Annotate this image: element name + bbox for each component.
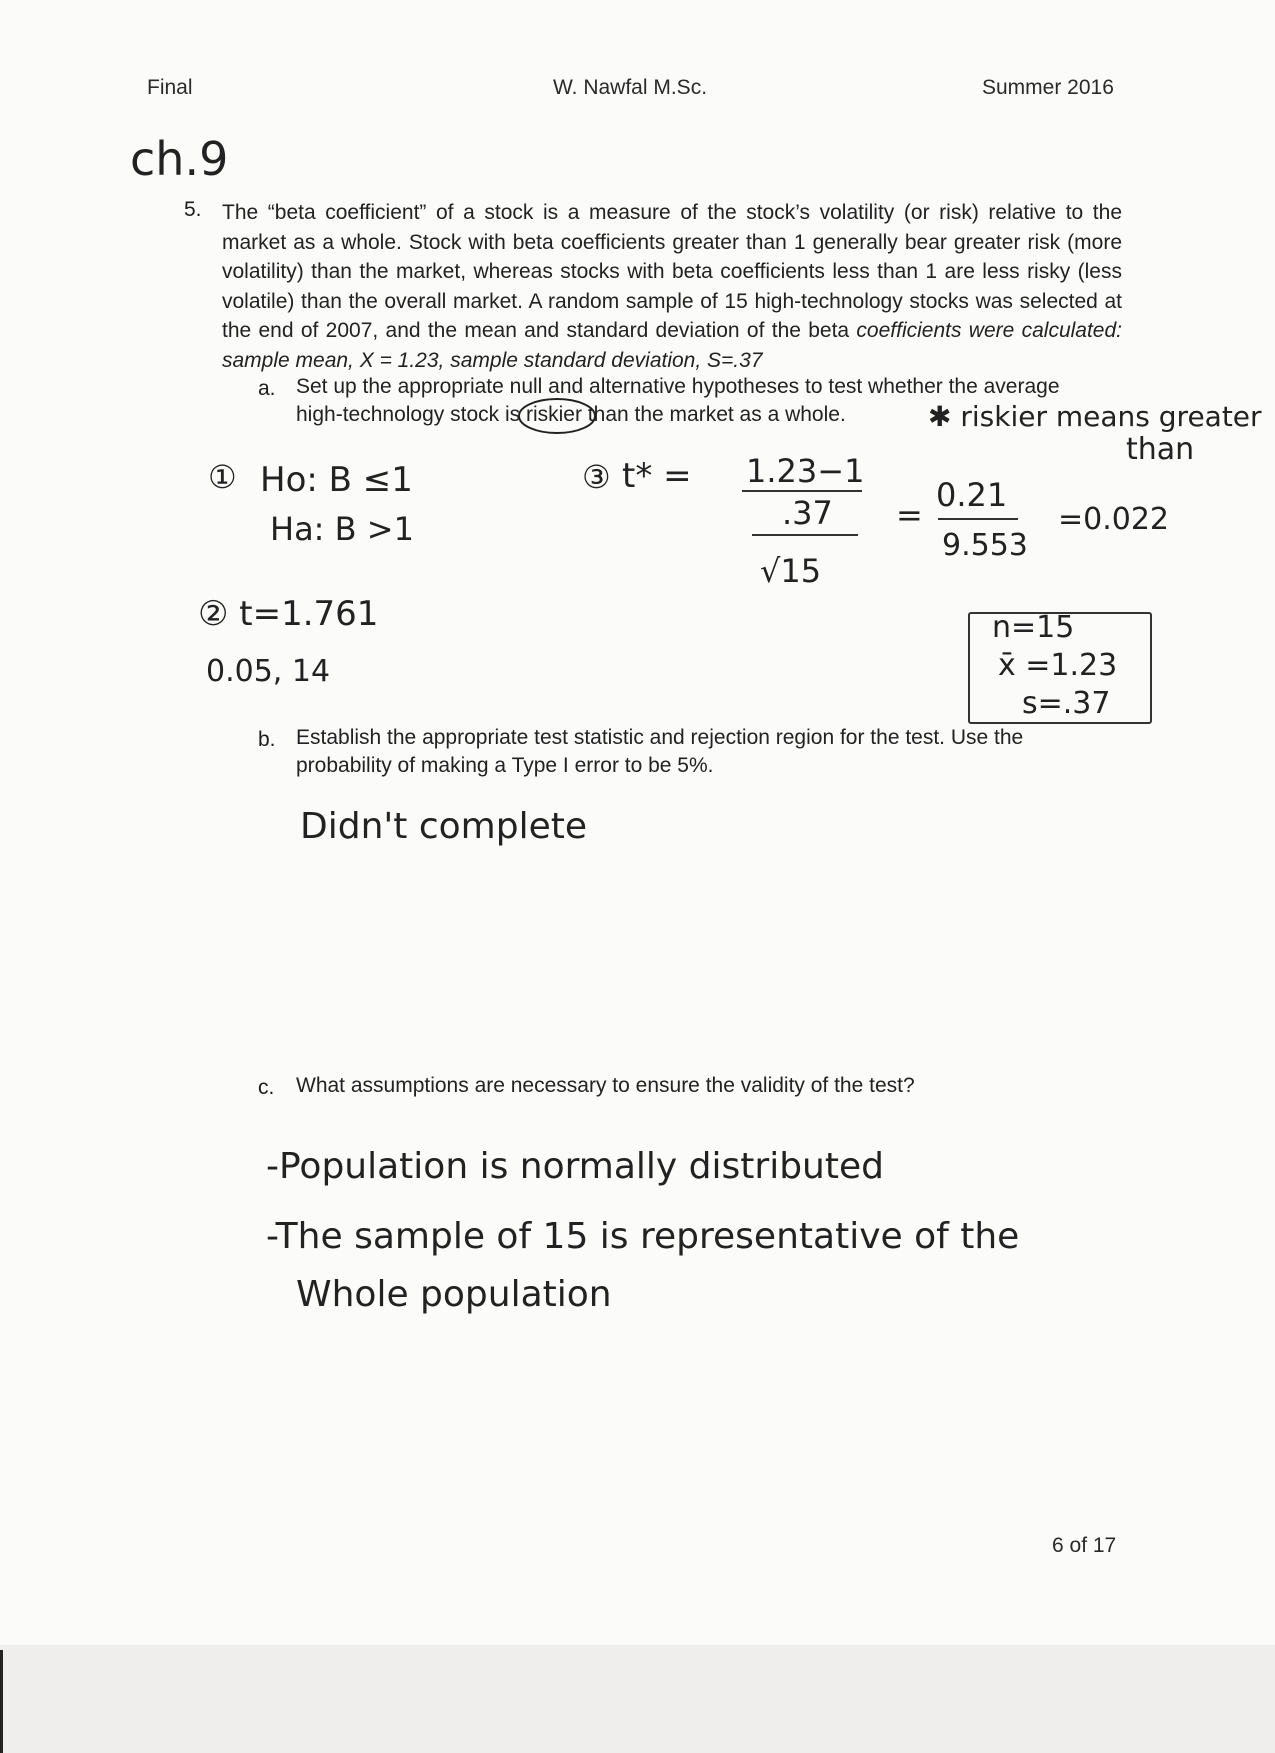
part-c-question	[296, 1072, 1126, 1100]
part-b-line1: Establish the appropriate test statistic and rejection region for the test. Use the	[296, 726, 1024, 749]
given-sd: s=.37	[1022, 686, 1111, 721]
part-c-line1: What assumptions are necessary to ensure the validity of the test?	[296, 1074, 915, 1097]
part-a-line2-start: high-technology stock is	[296, 403, 526, 426]
problem-body-italic: coefficients were calculated: sample mean, X = 1.23, sample standard deviation, S=.37	[222, 319, 1122, 372]
scanner-margin	[0, 1645, 1275, 1753]
t-numerator: 1.23−1	[746, 452, 865, 490]
part-c-letter: c.	[258, 1076, 275, 1099]
simplified-denominator: 9.553	[942, 528, 1028, 563]
equals-sign: =	[896, 496, 923, 534]
fraction-bar-3	[938, 518, 1018, 520]
given-mean: x̄ =1.23	[998, 648, 1118, 683]
part-a-line2-end: than the market as a whole.	[581, 403, 846, 426]
handwritten-circle	[516, 396, 598, 438]
header-left: Final	[147, 76, 193, 99]
assumption-2-continued: Whole population	[296, 1274, 612, 1315]
chapter-note: ch.9	[130, 132, 229, 186]
t-star-label: t* =	[622, 456, 692, 496]
t-denominator-sd: .37	[782, 494, 833, 532]
problem-text	[222, 198, 1122, 375]
t-denominator-root: √15	[760, 552, 822, 590]
part-b-answer: Didn't complete	[300, 806, 587, 847]
null-hypothesis: Ho: B ≤1	[260, 460, 413, 500]
t-result: =0.022	[1058, 502, 1170, 537]
fraction-bar-1	[742, 490, 862, 492]
step3-marker: ③	[582, 458, 611, 496]
alpha-and-df: 0.05, 14	[206, 654, 331, 689]
fraction-bar-2	[752, 534, 858, 536]
scan-edge-mark	[0, 1650, 3, 1753]
problem-body: The “beta coefficient” of a stock is a measure of the stock’s volatility (or risk) relative to the market as a whole. Stock with beta coefficients greater than 1 generally bear greater risk (more volatility) than the market, whereas stocks with beta coefficients less than 1 are less risky (less volatile) than the overall market. A random sample of 15 high-technology stocks was selected at the end of 2007, and the mean and standard deviation of the beta	[222, 201, 1122, 342]
alternative-hypothesis: Ha: B >1	[270, 510, 414, 548]
handwritten-note-than: than	[1126, 432, 1195, 467]
page-number: 6 of 17	[1052, 1534, 1117, 1557]
step1-marker: ①	[208, 458, 237, 496]
part-a-line1: Set up the appropriate null and alternative hypotheses to test whether the average	[296, 375, 1060, 398]
problem-number: 5.	[184, 198, 202, 221]
handwritten-note-riskier: ✱ riskier means greater	[928, 400, 1262, 433]
assumption-1: -Population is normally distributed	[266, 1146, 884, 1187]
circled-word-riskier: riskier	[525, 403, 582, 426]
header-center: W. Nawfal M.Sc.	[553, 76, 708, 99]
part-b-question	[296, 724, 1126, 780]
assumption-2: -The sample of 15 is representative of the	[266, 1216, 1020, 1257]
part-a-letter: a.	[258, 377, 276, 400]
simplified-numerator: 0.21	[936, 476, 1008, 514]
part-b-line2: probability of making a Type I error to be 5%.	[296, 754, 714, 777]
part-b-letter: b.	[258, 728, 276, 751]
given-n: n=15	[992, 610, 1075, 645]
header-right: Summer 2016	[982, 76, 1114, 99]
critical-value: ② t=1.761	[198, 594, 379, 634]
